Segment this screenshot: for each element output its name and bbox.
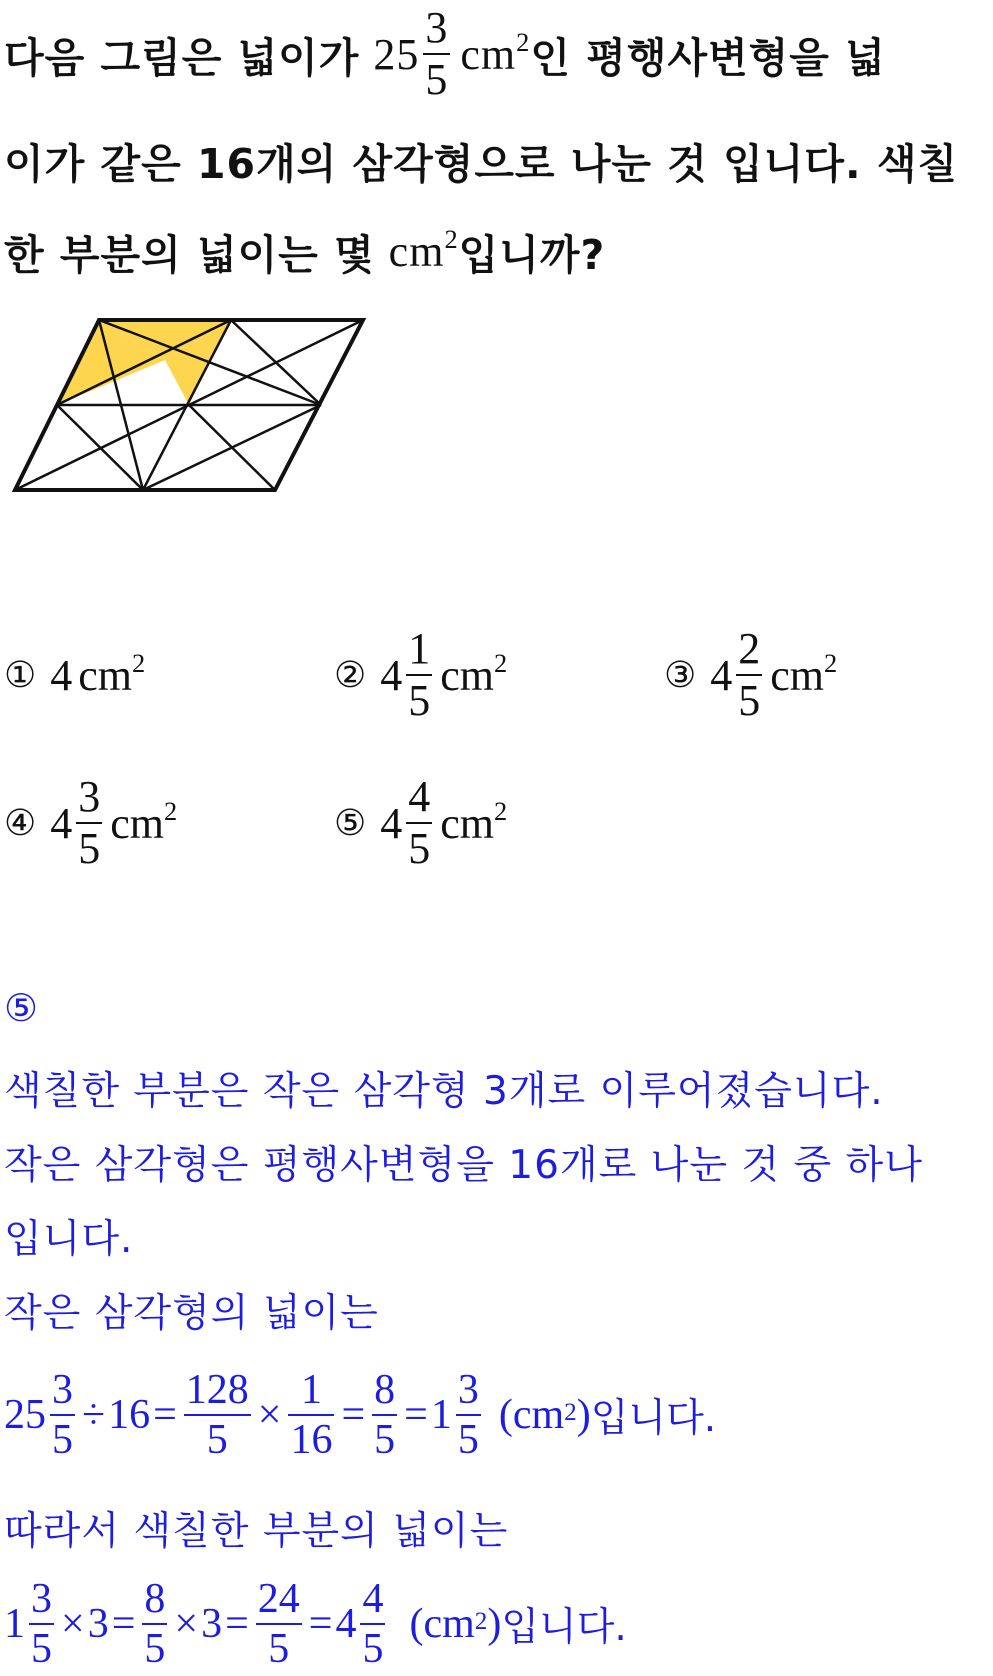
question-text: 한 부분의 넓이는 몇 xyxy=(4,230,375,279)
area-fraction: $\frac{3}{5}$ xyxy=(425,3,449,104)
explanation-line-4: 작은 삼각형의 넓이는 xyxy=(4,1291,379,1336)
equation-2: 1 $\frac{3}{5}$ × 3 = $\frac{8}{5}$ × 3 = $\frac{24}{5}$ = 4 $\frac{4}{5}$ ( cm $^2$ ) 입니다. xyxy=(4,1576,627,1672)
answer-mark: ⑤ xyxy=(4,986,40,1030)
unit: $cm^2$ xyxy=(460,26,531,79)
explanation-line-2: 작은 삼각형은 평행사변형을 16개로 나눈 것 중 하나 xyxy=(4,1143,923,1188)
explanation-line-6: 따라서 색칠한 부분의 넓이는 xyxy=(4,1509,509,1554)
equation-1: 25 $\frac{3}{5}$ ÷ 16 = $\frac{128}{5}$ × $\frac{1}{16}$ = $\frac{8}{5}$ = 1 $\frac{3}{5}$ ( cm $^2$ ) 입니다. xyxy=(4,1367,717,1463)
explanation-line-3: 입니다. xyxy=(4,1217,134,1262)
question-text: 다음 그림은 넓이가 xyxy=(4,33,360,82)
parallelogram-figure xyxy=(0,0,993,520)
option-3[interactable]: ③ 4 $\frac{2}{5}$ $cm^2$ xyxy=(664,624,838,725)
area-whole: 25 xyxy=(373,29,420,79)
question-text: 인 평행사변형을 넓 xyxy=(530,33,886,82)
question-text: 입니까? xyxy=(458,230,606,279)
option-2[interactable]: ② 4 $\frac{1}{5}$ $cm^2$ xyxy=(334,624,508,725)
unit: $cm^2$ xyxy=(388,223,459,276)
option-1[interactable]: ① 4 $cm^2$ xyxy=(4,647,146,700)
question-text: 이가 같은 16개의 삼각형으로 나눈 것 입니다. 색칠 xyxy=(4,139,959,188)
explanation-line-1: 색칠한 부분은 작은 삼각형 3개로 이루어졌습니다. xyxy=(4,1069,884,1114)
option-5[interactable]: ⑤ 4 $\frac{4}{5}$ $cm^2$ xyxy=(334,772,508,873)
option-4[interactable]: ④ 4 $\frac{3}{5}$ $cm^2$ xyxy=(4,772,178,873)
